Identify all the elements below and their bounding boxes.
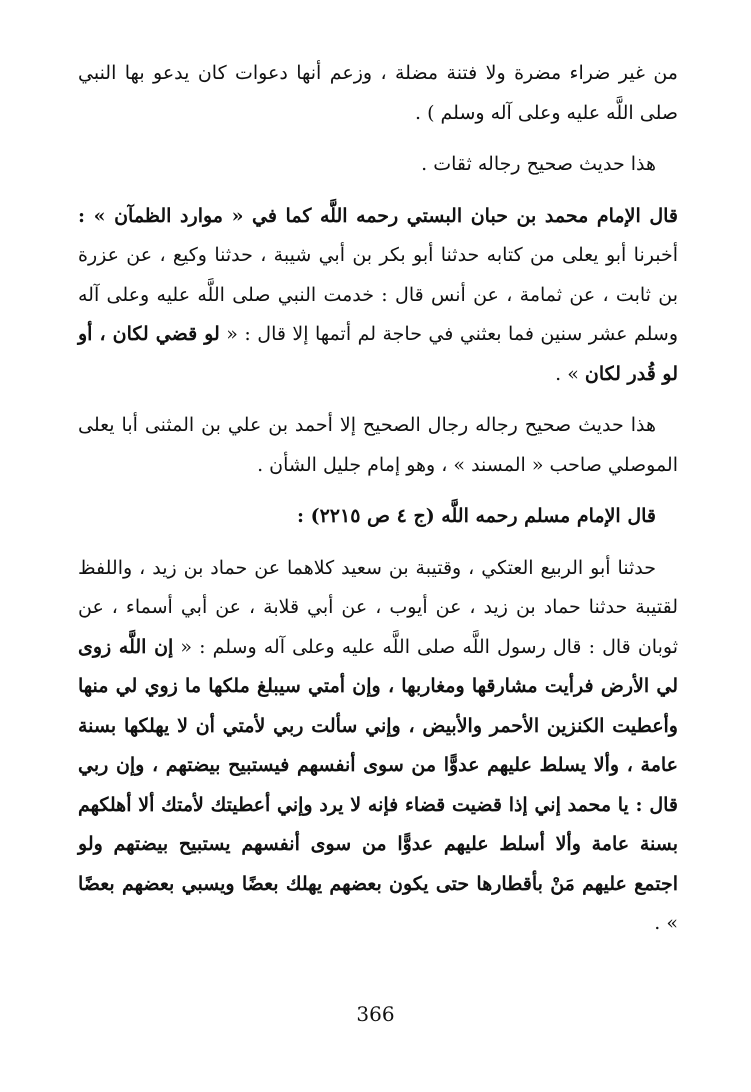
- hadith-text: لو قضي لكان ، أو لو قُدر لكان: [78, 323, 678, 385]
- text-run: هذا حديث صحيح رجاله رجال الصحيح إلا أحمد بن علي بن المثنى أبا يعلى الموصلي صاحب « المسند » ، وهو إمام جليل الشأن .: [78, 414, 678, 476]
- paragraph-muslim-heading: [78, 497, 678, 537]
- text-run: أخبرنا أبو يعلى من كتابه حدثنا أبو بكر بن أبي شيبة ، حدثنا وكيع ، عن عزرة بن ثابت ، عن ثمامة ، عن أنس قال : خدمت النبي صلى اللَّه عليه وعلى آله وسلم عشر سنين فما بعثني في حاجة لم أتمها إلا قال : «: [78, 244, 678, 345]
- paragraph-continuation: [78, 54, 678, 133]
- hadith-text: إن اللَّه زوى لي الأرض فرأيت مشارقها ومغاربها ، وإن أمتي سيبلغ ملكها ما زوي لي منها وأعطيت الكنزين الأحمر والأبيض ، وإني سألت ربي لأمتي أن لا يهلكها بسنة عامة ، وألا يسلط عليهم عدوًّا من سوى أنفسهم فيستبيح بيضتهم ، وإن ربي قال : يا محمد إني إذا قضيت قضاء فإنه لا يرد وإني أعطيتك لأمتك ألا أهلكهم بسنة عامة وألا أسلط عليهم عدوًّا من سوى أنفسهم يستبيح بيضتهم ولو اجتمع عليهم مَنْ بأقطارها حتى يكون بعضهم يهلك بعضًا ويسبي بعضهم بعضًا: [78, 635, 678, 895]
- text-run: » .: [654, 912, 678, 934]
- page-body: [78, 54, 678, 956]
- text-run: » .: [555, 362, 585, 385]
- paragraph-muslim-hadith: [78, 549, 678, 944]
- paragraph-grading: [78, 145, 678, 185]
- text-run: حدثنا أبو الربيع العتكي ، وقتيبة بن سعيد كلاهما عن حماد بن زيد ، واللفظ لقتيبة حدثنا حماد بن زيد ، عن أيوب ، عن أبي قلابة ، عن أبي أسماء ، عن ثوبان قال : قال رسول اللَّه صلى اللَّه عليه وعلى آله وسلم : «: [78, 556, 678, 658]
- text-run: هذا حديث صحيح رجاله ثقات .: [421, 153, 656, 175]
- paragraph-ibn-hibban: [78, 197, 678, 395]
- section-heading: قال الإمام محمد بن حبان البستي رحمه اللَّه كما في « موارد الظمآن » :: [78, 204, 678, 227]
- paragraph-grading-2: [78, 406, 678, 485]
- text-run: من غير ضراء مضرة ولا فتنة مضلة ، وزعم أنها دعوات كان يدعو بها النبي صلى اللَّه عليه وعلى آله وسلم ) .: [78, 62, 678, 124]
- section-heading: قال الإمام مسلم رحمه اللَّه (ج ٤ ص ٢٢١٥) :: [296, 505, 656, 527]
- page-number: 366: [356, 1002, 395, 1026]
